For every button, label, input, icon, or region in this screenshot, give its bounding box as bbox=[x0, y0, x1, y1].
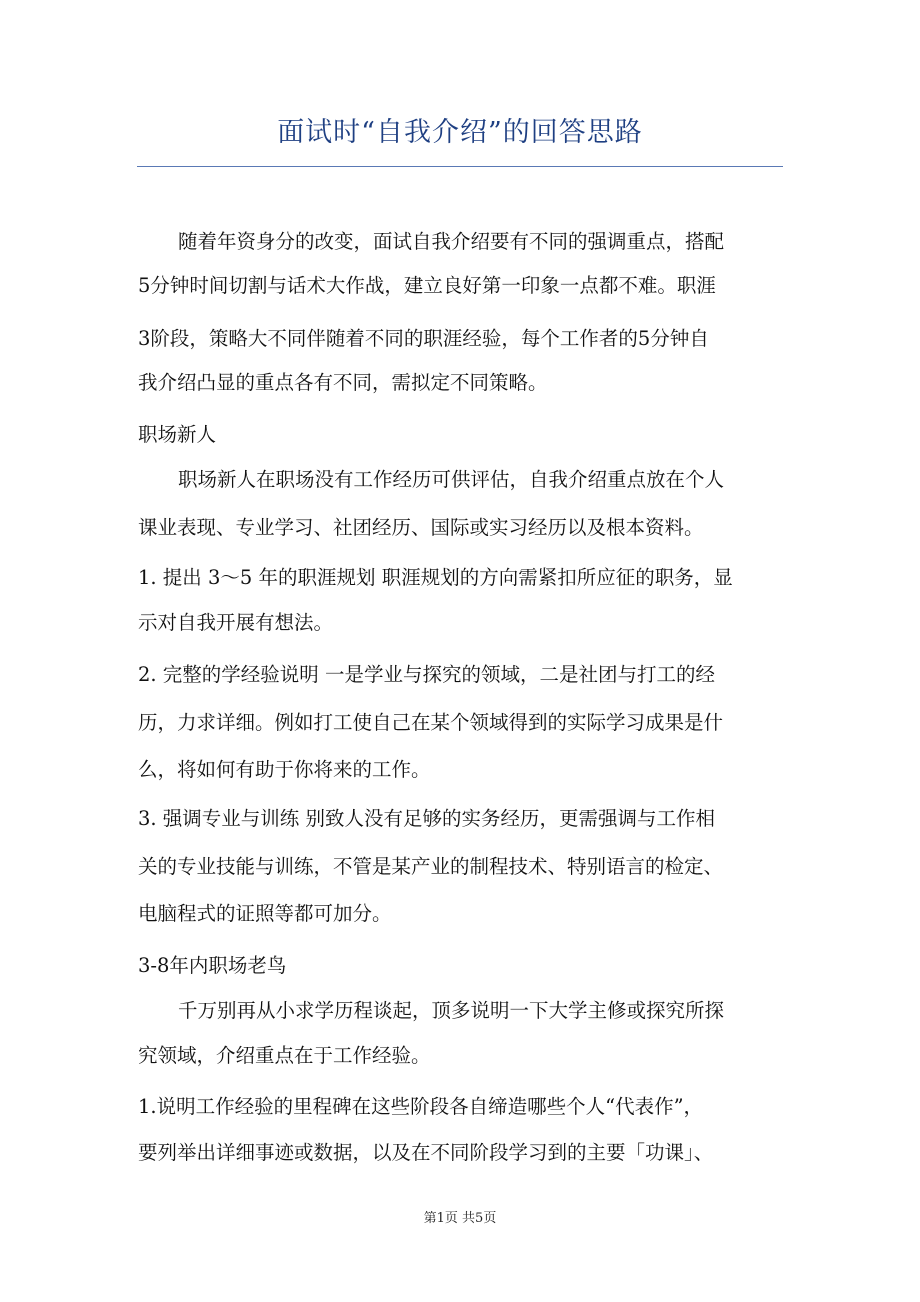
section-heading: 3-8年内职场老鸟 bbox=[138, 954, 287, 977]
list-item-line: 3. 强调专业与训练 别致人没有足够的实务经历，更需强调与工作相 bbox=[138, 807, 716, 830]
list-item-line: 关的专业技能与训练，不管是某产业的制程技术、特别语言的检定、 bbox=[138, 855, 724, 878]
list-item-line: 么，将如何有助于你将来的工作。 bbox=[138, 758, 431, 781]
list-item-line: 要列举出详细事迹或数据，以及在不同阶段学习到的主要「功课」、 bbox=[138, 1141, 714, 1164]
title-underline bbox=[137, 166, 783, 167]
list-item-line: 示对自我开展有想法。 bbox=[138, 611, 334, 634]
list-item-line: 电脑程式的证照等都可加分。 bbox=[138, 902, 392, 925]
paragraph-line: 千万别再从小求学历程谈起，顶多说明一下大学主修或探究所探 bbox=[178, 999, 725, 1022]
paragraph-line: 随着年资身分的改变，面试自我介绍要有不同的强调重点，搭配 bbox=[178, 230, 725, 253]
paragraph-line: 究领域，介绍重点在于工作经验。 bbox=[138, 1044, 431, 1067]
section-heading: 职场新人 bbox=[138, 423, 217, 446]
paragraph-line: 职场新人在职场没有工作经历可供评估，自我介绍重点放在个人 bbox=[178, 468, 725, 491]
paragraph-line: 5分钟时间切割与话术大作战，建立良好第一印象一点都不难。职涯 bbox=[138, 274, 716, 297]
list-item-line: 1. 提出 3～5 年的职涯规划 职涯规划的方向需紧扣所应征的职务，显 bbox=[138, 566, 733, 589]
document-title: 面试时“自我介绍”的回答思路 bbox=[277, 117, 643, 148]
page-footer: 第1页 共5页 bbox=[423, 1211, 497, 1226]
paragraph-line: 课业表现、专业学习、社团经历、国际或实习经历以及根本资料。 bbox=[138, 516, 704, 539]
list-item-line: 2. 完整的学经验说明 一是学业与探究的领域，二是社团与打工的经 bbox=[138, 663, 716, 686]
list-item-line: 历，力求详细。例如打工使自己在某个领域得到的实际学习成果是什 bbox=[138, 711, 724, 734]
paragraph-line: 3阶段，策略大不同伴随着不同的职涯经验，每个工作者的5分钟自 bbox=[138, 327, 709, 350]
paragraph-line: 我介绍凸显的重点各有不同，需拟定不同策略。 bbox=[138, 371, 548, 394]
list-item-line: 1.说明工作经验的里程碑在这些阶段各自缔造哪些个人“代表作”， bbox=[138, 1095, 704, 1118]
